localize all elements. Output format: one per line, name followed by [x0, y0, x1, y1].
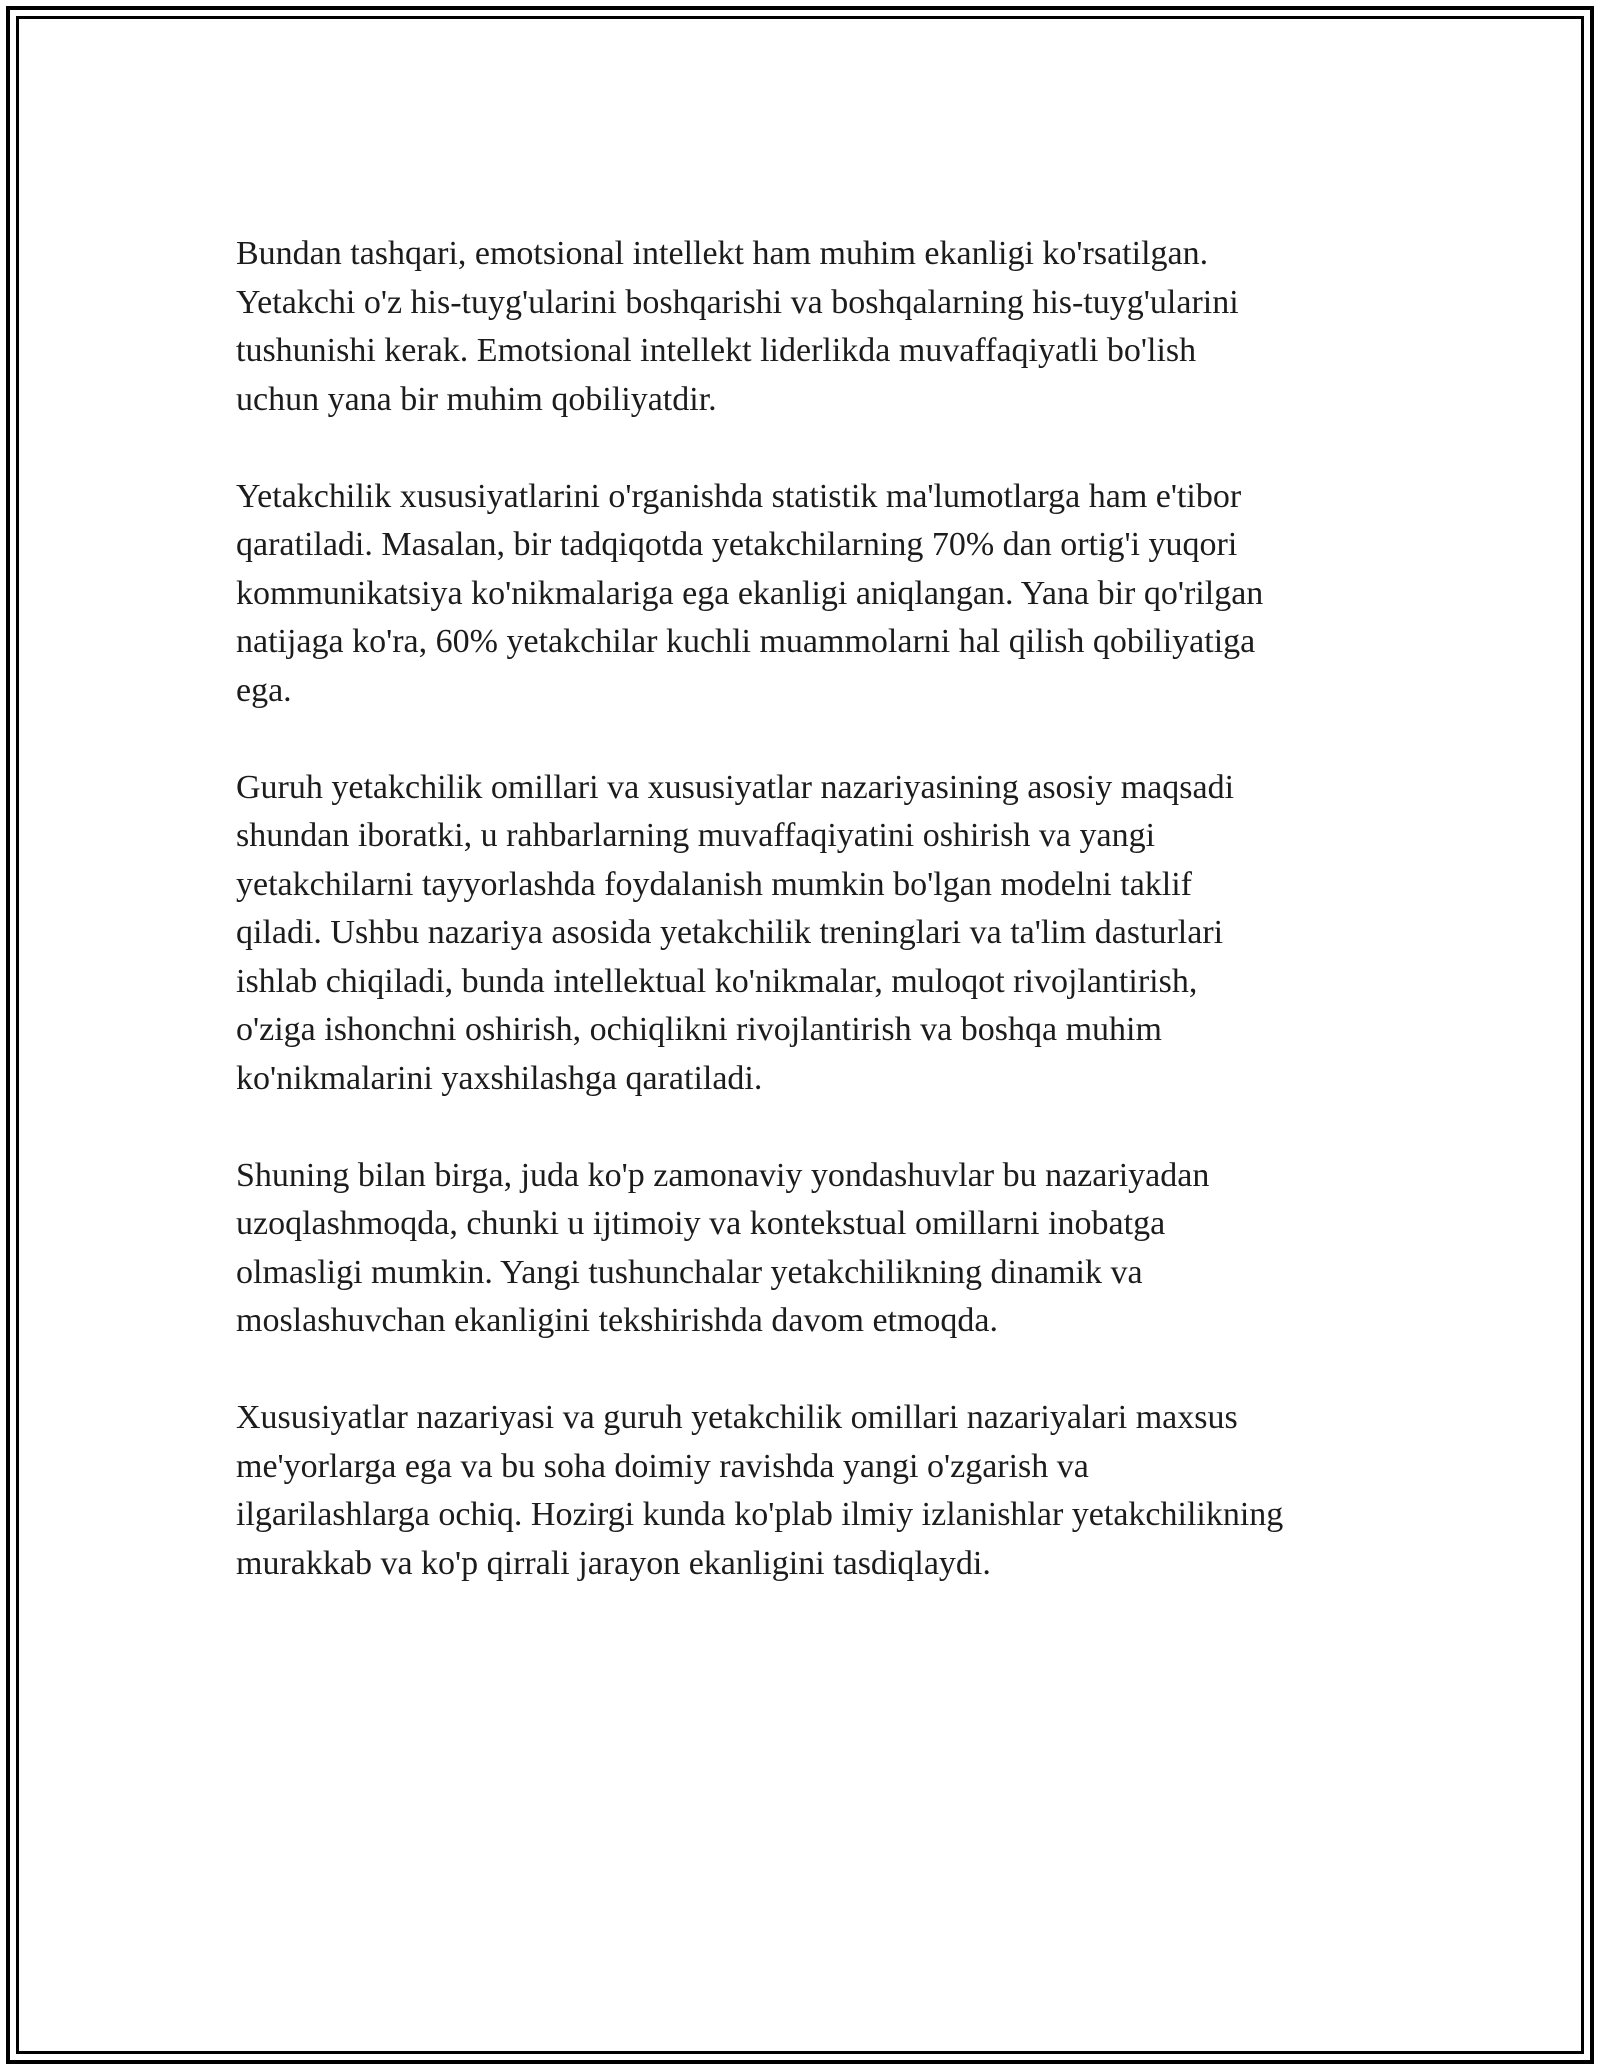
- document-body: [236, 230, 1386, 1637]
- paragraph-modern-approaches: Shuning bilan birga, juda ko'p zamonaviy yondashuvlar bu nazariyadan uzoqlashmoqda, chunki u ijtimoiy va kontekstual omillarni inobatga olmasligi mumkin. Yangi tushunchalar yetakchilikning dinamik va moslashuvchan ekanligini tekshirishda davom etmoqda.: [236, 1156, 1210, 1339]
- paragraph-conclusion: Xususiyatlar nazariyasi va guruh yetakchilik omillari nazariyalari maxsus me'yorlarga ega va bu soha doimiy ravishda yangi o'zgarish va ilgarilashlarga ochiq. Hozirgi kunda ko'plab ilmiy izlanishlar yetakchilikning murakkab va ko'p qirrali jarayon ekanligini tasdiqlaydi.: [236, 1399, 1284, 1582]
- paragraph-theory-goal: Guruh yetakchilik omillari va xususiyatlar nazariyasining asosiy maqsadi shundan iboratki, u rahbarlarning muvaffaqiyatini oshirish va yangi yetakchilarni tayyorlashda foydalanish mumkin bo'lgan modelni taklif qiladi. Ushbu nazariya asosida yetakchilik treninglari va ta'lim dasturlari ishlab chiqiladi, bunda intellektual ko'nikmalar, muloqot rivojlantirish, o'ziga ishonchni oshirish, ochiqlikni rivojlantirish va boshqa muhim ko'nikmalarini yaxshilashga qaratiladi.: [236, 768, 1235, 1097]
- paragraph-emotional-intelligence: Bundan tashqari, emotsional intellekt ham muhim ekanligi ko'rsatilgan. Yetakchi o'z his-tuyg'ularini boshqarishi va boshqalarning his-tuyg'ularini tushunishi kerak. Emotsional intellekt liderlikda muvaffaqiyatli bo'lish uchun yana bir muhim qobiliyatdir.: [236, 235, 1239, 418]
- paragraph-statistics: Yetakchilik xususiyatlarini o'rganishda statistik ma'lumotlarga ham e'tibor qaratiladi. Masalan, bir tadqiqotda yetakchilarning 70% dan ortig'i yuqori kommunikatsiya ko'nikmalariga ega ekanligi aniqlangan. Yana bir qo'rilgan natijaga ko'ra, 60% yetakchilar kuchli muammolarni hal qilish qobiliyatiga ega.: [236, 477, 1264, 709]
